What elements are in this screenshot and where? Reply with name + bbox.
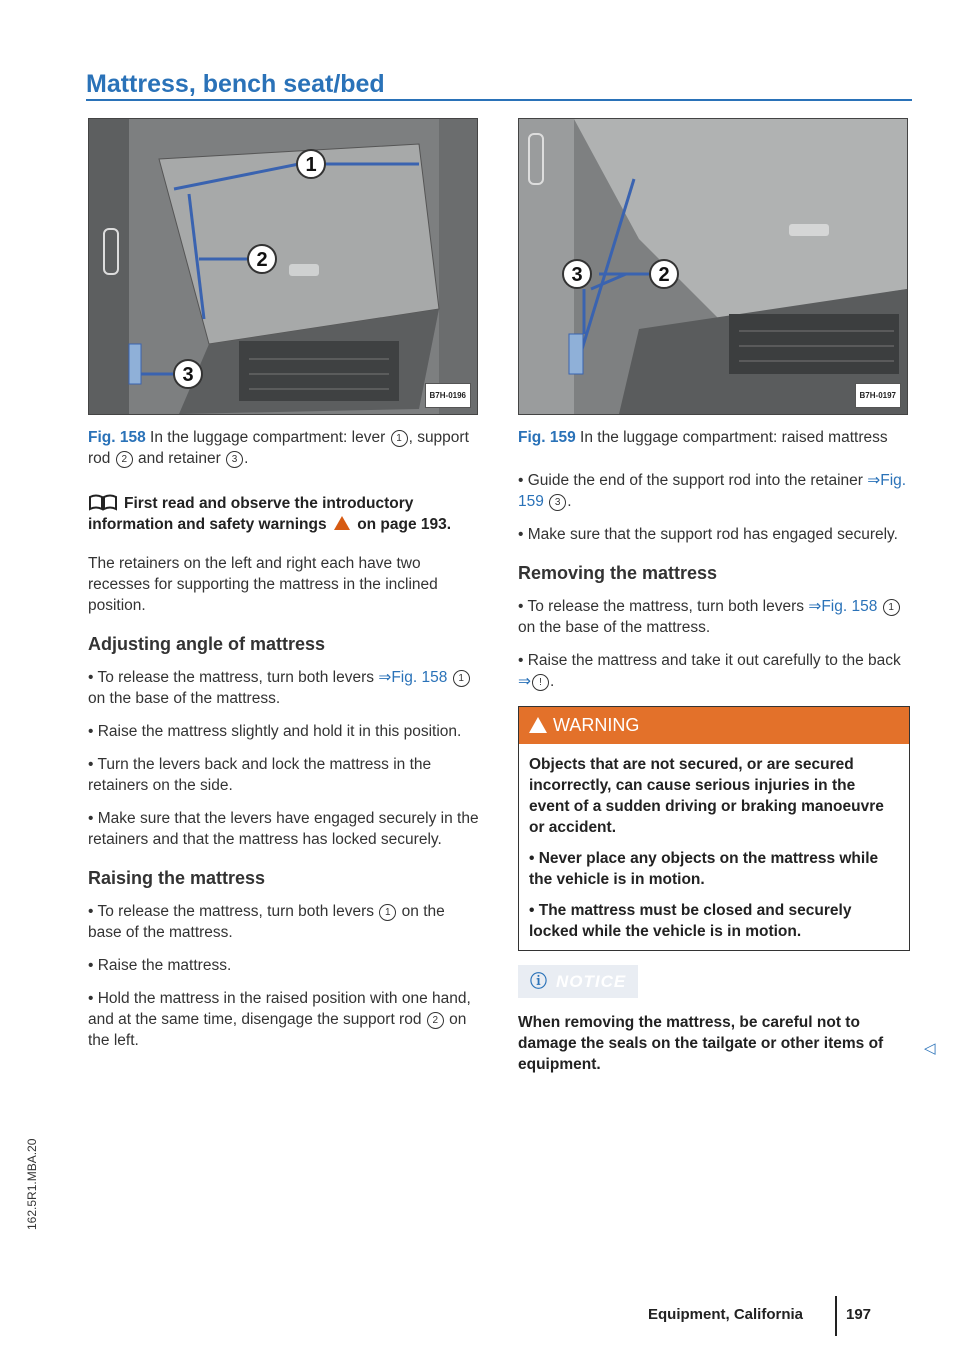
list-item: • Turn the levers back and lock the mattress in the retainers on the side.: [88, 756, 432, 794]
notice-icon: ⓘ: [530, 972, 548, 991]
list-item: • Raise the mattress.: [88, 957, 232, 974]
callout-ref-2: 2: [116, 451, 133, 468]
title-rule: [86, 99, 912, 101]
callout-ref-3: 3: [226, 451, 243, 468]
warning-header: [519, 707, 909, 744]
caption-number: Fig. 158: [88, 429, 146, 446]
caption-text: and retainer: [138, 450, 221, 467]
left-column: [88, 118, 480, 1051]
warning-label: WARNING: [553, 715, 640, 735]
figure-code: B7H-0196: [425, 383, 471, 408]
warning-triangle-icon: [529, 717, 547, 733]
caption-text: .: [244, 450, 249, 467]
list-item: • To release the mattress, turn both levers ⇒Fig. 158 1 on the base of the mattress.: [88, 667, 480, 709]
warning-body: [519, 744, 909, 950]
warning-box: [518, 706, 910, 951]
list-item-text: Guide the end of the support rod into the retainer: [527, 472, 863, 489]
figure-159-caption: [518, 427, 910, 448]
list-item: • Raise the mattress slightly and hold it in this position.: [88, 723, 462, 740]
callout-1: 1: [305, 154, 317, 176]
callout-ref-2: 2: [427, 1012, 444, 1029]
callout-3: 3: [182, 364, 194, 386]
intro-page-ref: on page 193.: [357, 516, 452, 533]
warning-triangle-icon: [334, 516, 350, 530]
list-item-text: .: [567, 493, 572, 510]
list-item-text: on the base of the mattress.: [518, 619, 711, 636]
retainers-paragraph: The retainers on the left and right each have two recesses for supporting the mattress in the inclined position.: [88, 555, 438, 614]
list-item: • Guide the end of the support rod into the retainer ⇒Fig. 159 3 .: [518, 472, 907, 510]
list-item-text: Make sure that the levers have engaged securely in the retainers and that the mattress has locked securely.: [88, 810, 479, 848]
section-heading: Raising the mattress: [88, 868, 266, 888]
list-item-text: on the base of the mattress.: [88, 903, 445, 941]
intro-note: [88, 493, 480, 535]
caption-text: ,: [408, 429, 413, 446]
figure-159: [518, 118, 908, 415]
section-heading: Removing the mattress: [518, 563, 718, 583]
list-item-text: To release the mattress, turn both levers: [97, 669, 375, 686]
page-number: 197: [846, 1306, 872, 1323]
page-title: Mattress, bench seat/bed: [86, 70, 385, 98]
callout-ref-1: 1: [391, 430, 408, 447]
list-item: • To release the mattress, turn both levers ⇒Fig. 158 1 on the base of the mattress.: [518, 596, 910, 638]
section-heading: Adjusting angle of mattress: [88, 634, 326, 654]
caption-text: In the luggage compartment: lever: [150, 429, 386, 446]
list-item: • The mattress must be closed and securely locked while the vehicle is in motion.: [529, 902, 852, 940]
caption-text: support rod: [88, 429, 469, 467]
callout-2: 2: [256, 249, 268, 271]
list-item-text: on the base of the mattress.: [88, 690, 281, 707]
caption-number: Fig. 159: [518, 429, 576, 446]
list-item-text: Raise the mattress.: [97, 957, 232, 974]
list-item: • Make sure that the support rod has engaged securely.: [518, 526, 898, 543]
list-item: • Never place any objects on the mattress while the vehicle is in motion.: [529, 850, 879, 888]
list-item: • Raise the mattress and take it out carefully to the back ⇒ ! .: [518, 652, 901, 690]
figure-158-caption: [88, 427, 480, 469]
list-item: • Hold the mattress in the raised position with one hand, and at the same time, disengage the support rod 2 on the left.: [88, 990, 471, 1049]
list-item-text: Make sure that the support rod has engaged securely.: [527, 526, 898, 543]
notice-text: When removing the mattress, be careful not to damage the seals on the tailgate or other items of equipment.: [518, 1014, 884, 1073]
callout-2: 2: [658, 264, 670, 286]
list-item-text: The mattress must be closed and securely locked while the vehicle is in motion.: [529, 902, 852, 940]
list-item-text: Never place any objects on the mattress while the vehicle is in motion.: [529, 850, 879, 888]
notice-icon: !: [532, 674, 549, 691]
list-item-text: on the left.: [88, 1011, 467, 1049]
list-item-text: .: [550, 673, 555, 690]
notice-header: [518, 965, 638, 998]
list-item-text: Turn the levers back and lock the mattress in the retainers on the side.: [88, 756, 432, 794]
figure-158: [88, 118, 478, 415]
figure-link[interactable]: ⇒Fig. 158: [808, 598, 878, 615]
footer-title: Equipment, California: [648, 1306, 804, 1323]
book-icon: [88, 493, 118, 511]
footer-divider: [835, 1296, 837, 1336]
callout-ref-1: 1: [379, 904, 396, 921]
list-item: • Make sure that the levers have engaged securely in the retainers and that the mattress has locked securely.: [88, 810, 479, 848]
callout-3: 3: [571, 264, 583, 286]
right-column: [518, 118, 910, 1075]
side-code: 162.5R1.MBA.20: [25, 1138, 39, 1230]
list-item: • To release the mattress, turn both levers 1 on the base of the mattress.: [88, 903, 445, 941]
figure-159-illustration: [519, 119, 907, 414]
list-item-text: Hold the mattress in the raised position with one hand, and at the same time, disengage the support rod: [88, 990, 471, 1028]
callout-ref-1: 1: [883, 599, 900, 616]
callout-ref-3: 3: [549, 494, 566, 511]
list-item-text: To release the mattress, turn both levers: [527, 598, 805, 615]
figure-code: B7H-0197: [855, 383, 901, 408]
list-item-text: To release the mattress, turn both levers: [97, 903, 375, 920]
caption-text: In the luggage compartment: raised mattress: [580, 429, 888, 446]
intro-text: First read and observe the introductory information and safety warnings: [88, 495, 414, 533]
figure-link[interactable]: ⇒Fig. 159: [518, 472, 907, 510]
figure-158-illustration: [89, 119, 477, 414]
warning-text: Objects that are not secured, or are secured incorrectly, can cause serious injuries in the event of a sudden driving or braking manoeuvre or accident.: [529, 756, 884, 836]
notice-label: NOTICE: [556, 972, 627, 991]
end-mark: ◁: [924, 1040, 936, 1057]
list-item-text: Raise the mattress and take it out carefully to the back: [527, 652, 901, 669]
list-item-text: Raise the mattress slightly and hold it in this position.: [97, 723, 462, 740]
notice-link[interactable]: ⇒: [518, 673, 531, 690]
figure-link[interactable]: ⇒Fig. 158: [378, 669, 448, 686]
callout-ref-1: 1: [453, 670, 470, 687]
